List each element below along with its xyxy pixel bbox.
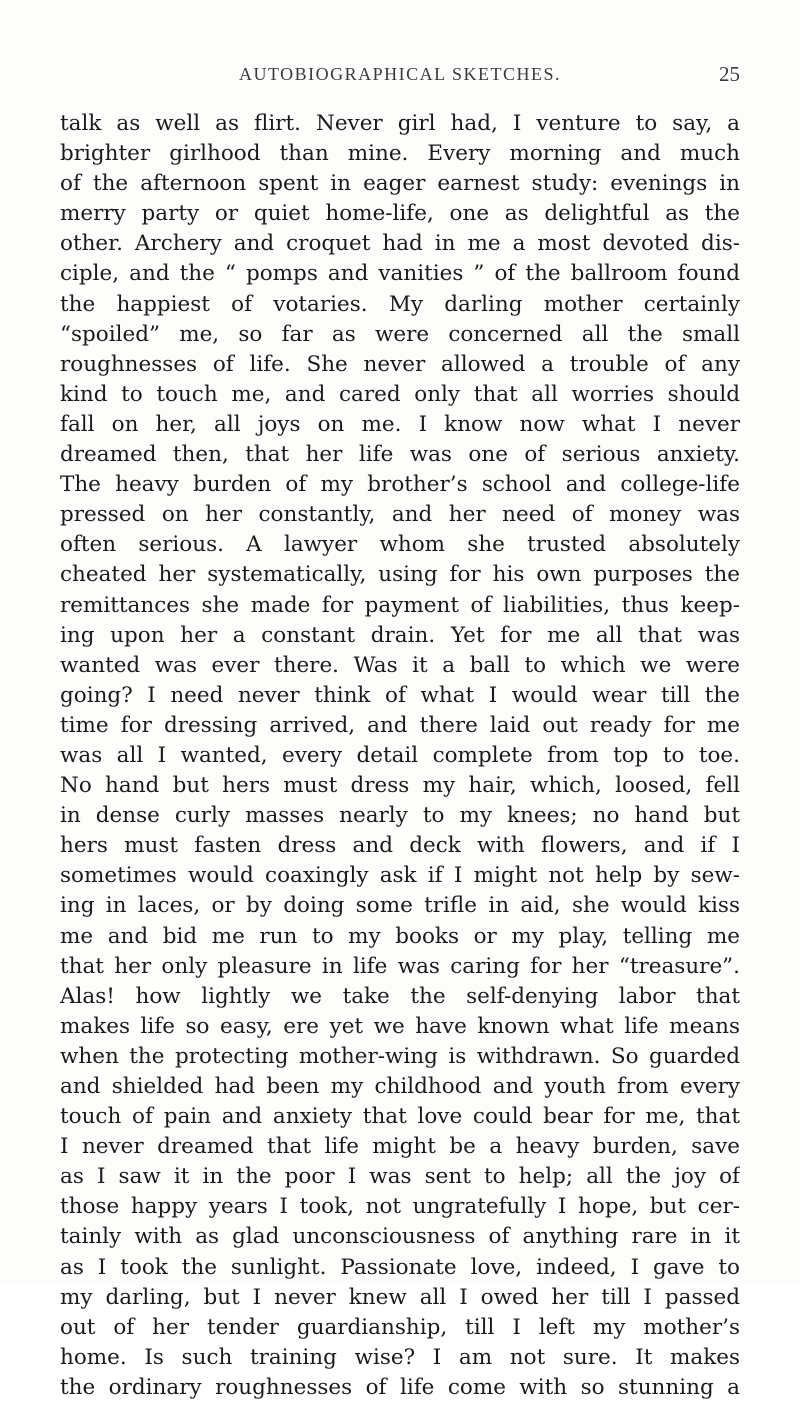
text-line: fall on her, all joys on me. I know now what I never	[60, 411, 740, 437]
text-line: Alas! how lightly we take the self-denying labor that	[60, 983, 740, 1009]
text-line: touch of pain and anxiety that love could bear for me, that	[60, 1104, 740, 1130]
text-line: those happy years I took, not ungratefully I hope, but cer-	[60, 1194, 740, 1220]
text-line: roughnesses of life. She never allowed a trouble of any	[60, 351, 740, 377]
text-line: pressed on her constantly, and her need of money was	[60, 502, 740, 528]
text-line: going? I need never think of what I would wear till the	[60, 682, 740, 708]
text-line: in dense curly masses nearly to my knees; no hand but	[60, 803, 740, 829]
text-line: merry party or quiet home-life, one as delightful as the	[60, 201, 740, 227]
text-line: of the afternoon spent in eager earnest study: evenings in	[60, 171, 740, 197]
text-line: No hand but hers must dress my hair, which, loosed, fell	[60, 773, 740, 799]
text-line: talk as well as flirt. Never girl had, I venture to say, a	[60, 111, 740, 136]
text-line: as I took the sunlight. Passionate love, indeed, I gave to	[60, 1254, 740, 1280]
text-line: that her only pleasure in life was caring for her “treasure”.	[60, 953, 740, 979]
text-line: I never dreamed that life might be a heavy burden, save	[60, 1134, 740, 1160]
text-line: “spoiled” me, so far as were concerned all the small	[60, 321, 740, 347]
text-line: as I saw it in the poor I was sent to help; all the joy of	[60, 1164, 740, 1190]
text-line: the happiest of votaries. My darling mother certainly	[60, 291, 740, 317]
text-line: remittances she made for payment of liabilities, thus keep-	[60, 592, 740, 618]
text-line: other. Archery and croquet had in me a most devoted dis-	[60, 231, 740, 257]
text-line: home. Is such training wise? I am not sure. It makes	[60, 1344, 740, 1370]
text-line: makes life so easy, ere yet we have known what life means	[60, 1013, 740, 1039]
text-line: was all I wanted, every detail complete from top to toe.	[60, 742, 740, 768]
text-line: The heavy burden of my brother’s school and college-life	[60, 472, 740, 498]
page-number: 25	[719, 62, 740, 86]
text-line: my darling, but I never knew all I owed her till I passed	[60, 1284, 740, 1310]
text-line: ing in laces, or by doing some trifle in aid, she would kiss	[60, 893, 740, 919]
text-line: brighter girlhood than mine. Every morning and much	[60, 141, 740, 167]
text-line: out of her tender guardianship, till I left my mother’s	[60, 1314, 740, 1340]
text-line: and shielded had been my childhood and youth from every	[60, 1074, 740, 1099]
text-line: often serious. A lawyer whom she trusted absolutely	[60, 532, 740, 558]
text-line: hers must fasten dress and deck with flowers, and if I	[60, 833, 740, 859]
text-line: time for dressing arrived, and there laid out ready for me	[60, 712, 740, 738]
text-line: ing upon her a constant drain. Yet for me all that was	[60, 622, 740, 648]
text-line: tainly with as glad unconsciousness of anything rare in it	[60, 1224, 740, 1250]
text-line: wanted was ever there. Was it a ball to which we were	[60, 652, 740, 678]
text-line: the ordinary roughnesses of life come with so stunning a	[60, 1374, 740, 1400]
text-line: me and bid me run to my books or my play, telling me	[60, 923, 740, 949]
body-text	[60, 109, 740, 1403]
text-line: ciple, and the “ pomps and vanities ” of the ballroom found	[60, 261, 740, 287]
text-line: cheated her systematically, using for his own purposes the	[60, 562, 740, 588]
text-line: when the protecting mother-wing is withdrawn. So guarded	[60, 1043, 740, 1069]
running-head	[60, 64, 740, 94]
text-line: kind to touch me, and cared only that all worries should	[60, 381, 740, 407]
running-title: AUTOBIOGRAPHICAL SKETCHES.	[238, 64, 562, 84]
text-line: sometimes would coaxingly ask if I might not help by sew-	[60, 863, 740, 889]
text-line: dreamed then, that her life was one of serious anxiety.	[60, 442, 740, 468]
